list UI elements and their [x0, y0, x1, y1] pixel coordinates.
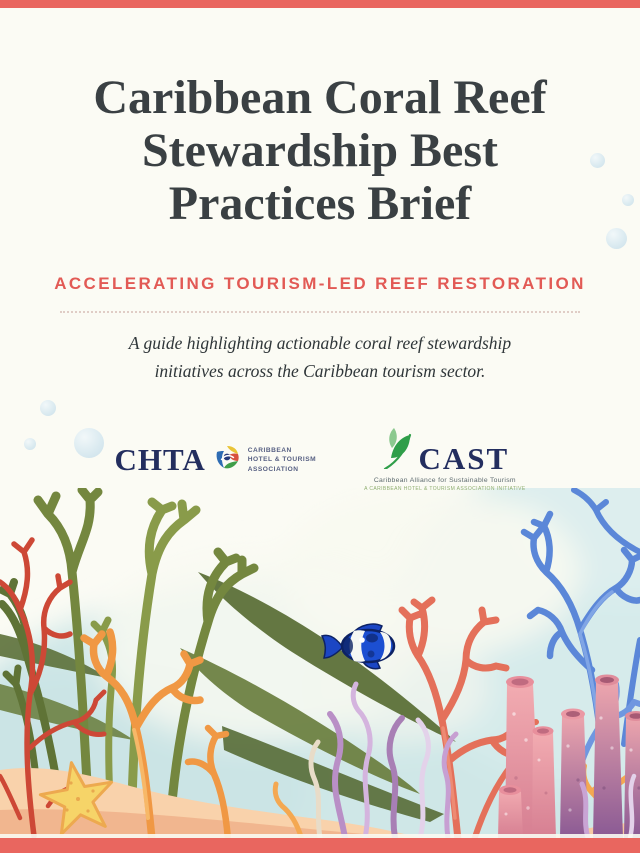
chta-acronym: CHTA [114, 441, 206, 477]
cast-tagline: Caribbean Alliance for Sustainable Tourism [373, 477, 516, 485]
top-accent-bar [0, 0, 640, 8]
chta-name-line: ASSOCIATION [247, 465, 299, 473]
chta-logo [114, 442, 316, 478]
title-line: Stewardship Best [141, 123, 499, 177]
bottom-accent-bar [0, 838, 640, 853]
page-title [40, 72, 600, 230]
chta-name-line: HOTEL & TOURISM [247, 456, 317, 464]
cover-content [0, 72, 640, 492]
subtitle: ACCELERATING TOURISM-LED REEF RESTORATION [54, 274, 586, 294]
dotted-divider [60, 311, 580, 313]
logos-row [0, 427, 640, 492]
title-line: Caribbean Coral Reef [93, 71, 547, 124]
chta-logo-icon [215, 445, 239, 474]
coral-reef-illustration [0, 488, 640, 838]
cast-acronym: CAST [418, 441, 510, 477]
chta-name-line: CARIBBEAN [247, 446, 292, 454]
cast-leaf-icon [381, 427, 415, 474]
description: A guide highlighting actionable coral reef stewardship initiatives across the Caribbean tourism sector. [128, 333, 512, 382]
chta-full-name [248, 446, 316, 475]
cast-logo [364, 427, 525, 492]
title-line: Practices Brief [168, 176, 472, 230]
cast-subtagline: A CARIBBEAN HOTEL & TOURISM ASSOCIATION INITIATIVE [364, 486, 526, 493]
